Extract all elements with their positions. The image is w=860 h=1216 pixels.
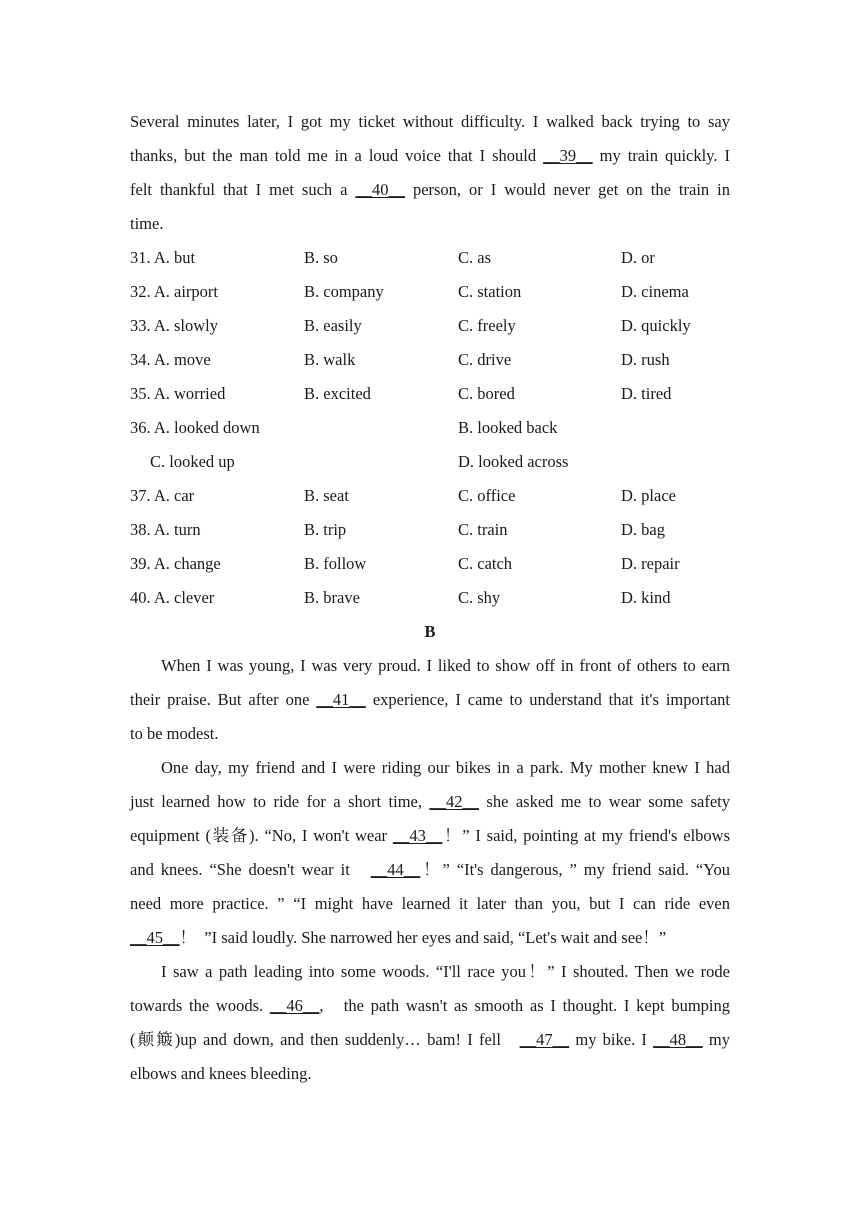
option-c: C. station [458, 282, 522, 301]
passage-line [130, 853, 730, 887]
intro-line [130, 139, 730, 173]
option-d: D. repair [621, 554, 680, 573]
text: felt thankful that I met such a [130, 180, 356, 199]
blank-39: __39__ [543, 146, 593, 165]
option-d: D. quickly [621, 316, 691, 335]
option-a: 37. A. car [130, 486, 195, 505]
text: and knees. “She doesn't wear it [130, 860, 371, 879]
text: (颠簸)up and down, and then suddenly… bam! I fell [130, 1030, 520, 1049]
text: my bike. I [569, 1030, 654, 1049]
text: their praise. But after one [130, 690, 317, 709]
option-d: D. place [621, 486, 676, 505]
option-c: C. bored [458, 384, 515, 403]
blank-44: __44__ [370, 860, 421, 879]
option-b: B. seat [304, 486, 349, 505]
passage-line [130, 989, 730, 1023]
option-a: 35. A. worried [130, 384, 226, 403]
section-heading: B [424, 622, 436, 641]
option-b: B. trip [304, 520, 347, 539]
intro-line: time. [130, 214, 164, 233]
intro-line [130, 173, 730, 207]
passage-line: need more practice. ” “I might have learned it later than you, but I can ride even [130, 894, 730, 913]
option-c: C. looked up [150, 452, 235, 471]
option-a: 38. A. turn [130, 520, 201, 539]
text: ！ ”I said loudly. She narrowed her eyes and said, “Let's wait and see！” [179, 928, 667, 947]
passage-line: to be modest. [130, 724, 219, 743]
blank-46: __46__ [269, 996, 320, 1015]
option-c: C. office [458, 486, 516, 505]
option-a: 33. A. slowly [130, 316, 219, 335]
text: my train quickly. I [592, 146, 730, 165]
question-row [130, 479, 730, 513]
option-d: D. cinema [621, 282, 689, 301]
intro-line: Several minutes later, I got my ticket without difficulty. I walked back trying to say [130, 112, 730, 131]
option-b: B. walk [304, 350, 356, 369]
option-a: 32. A. airport [130, 282, 218, 301]
option-c: C. freely [458, 316, 516, 335]
passage-line [130, 819, 730, 853]
option-c: C. drive [458, 350, 512, 369]
option-b: B. so [304, 248, 338, 267]
option-d: D. rush [621, 350, 670, 369]
text: just learned how to ride for a short time, [130, 792, 430, 811]
blank-41: __41__ [316, 690, 366, 709]
option-c: C. as [458, 248, 491, 267]
option-d: D. kind [621, 588, 671, 607]
option-d: D. looked across [458, 452, 569, 471]
blank-43: __43__ [392, 826, 443, 845]
blank-42: __42__ [429, 792, 479, 811]
text: thanks, but the man told me in a loud voice that I should [130, 146, 544, 165]
option-c: C. shy [458, 588, 501, 607]
option-b: B. looked back [458, 418, 558, 437]
blank-40: __40__ [355, 180, 405, 199]
option-c: C. train [458, 520, 508, 539]
option-b: B. easily [304, 316, 362, 335]
option-a: 34. A. move [130, 350, 211, 369]
option-b: B. excited [304, 384, 371, 403]
passage-line: I saw a path leading into some woods. “I'll race you！” I shouted. Then we rode [161, 962, 730, 981]
question-row [130, 377, 730, 411]
question-row [130, 309, 730, 343]
question-row [130, 343, 730, 377]
passage-line: elbows and knees bleeding. [130, 1064, 312, 1083]
question-row [130, 411, 730, 445]
option-b: B. company [304, 282, 384, 301]
option-a: 39. A. change [130, 554, 221, 573]
text: equipment (装备). “No, I won't wear [130, 826, 393, 845]
text: towards the woods. [130, 996, 270, 1015]
text: ！” “It's dangerous, ” my friend said. “You [420, 860, 731, 879]
question-row [130, 241, 730, 275]
passage-line: One day, my friend and I were riding our bikes in a park. My mother knew I had [161, 758, 730, 777]
text: she asked me to wear some safety [478, 792, 730, 811]
option-b: B. brave [304, 588, 360, 607]
option-c: C. catch [458, 554, 513, 573]
question-row [130, 275, 730, 309]
option-d: D. bag [621, 520, 665, 539]
question-row [130, 547, 730, 581]
passage-line [130, 1023, 730, 1057]
option-a: 36. A. looked down [130, 418, 260, 437]
text: , the path wasn't as smooth as I thought. I kept bumping [319, 996, 730, 1015]
question-row [130, 581, 730, 615]
option-a: 31. A. but [130, 248, 196, 267]
blank-47: __47__ [519, 1030, 570, 1049]
question-row [130, 513, 730, 547]
blank-48: __48__ [653, 1030, 703, 1049]
text: experience, I came to understand that it's important [365, 690, 730, 709]
option-d: D. or [621, 248, 655, 267]
text: ！” I said, pointing at my friend's elbows [442, 826, 730, 845]
option-a: 40. A. clever [130, 588, 215, 607]
text: my [702, 1030, 730, 1049]
passage-line [130, 921, 730, 955]
text: person, or I would never get on the train in [404, 180, 730, 199]
option-d: D. tired [621, 384, 672, 403]
passage-line [130, 785, 730, 819]
passage-line: When I was young, I was very proud. I liked to show off in front of others to earn [161, 656, 730, 675]
passage-line [130, 683, 730, 717]
option-b: B. follow [304, 554, 367, 573]
blank-45: __45__ [130, 928, 180, 947]
question-row [130, 445, 730, 479]
